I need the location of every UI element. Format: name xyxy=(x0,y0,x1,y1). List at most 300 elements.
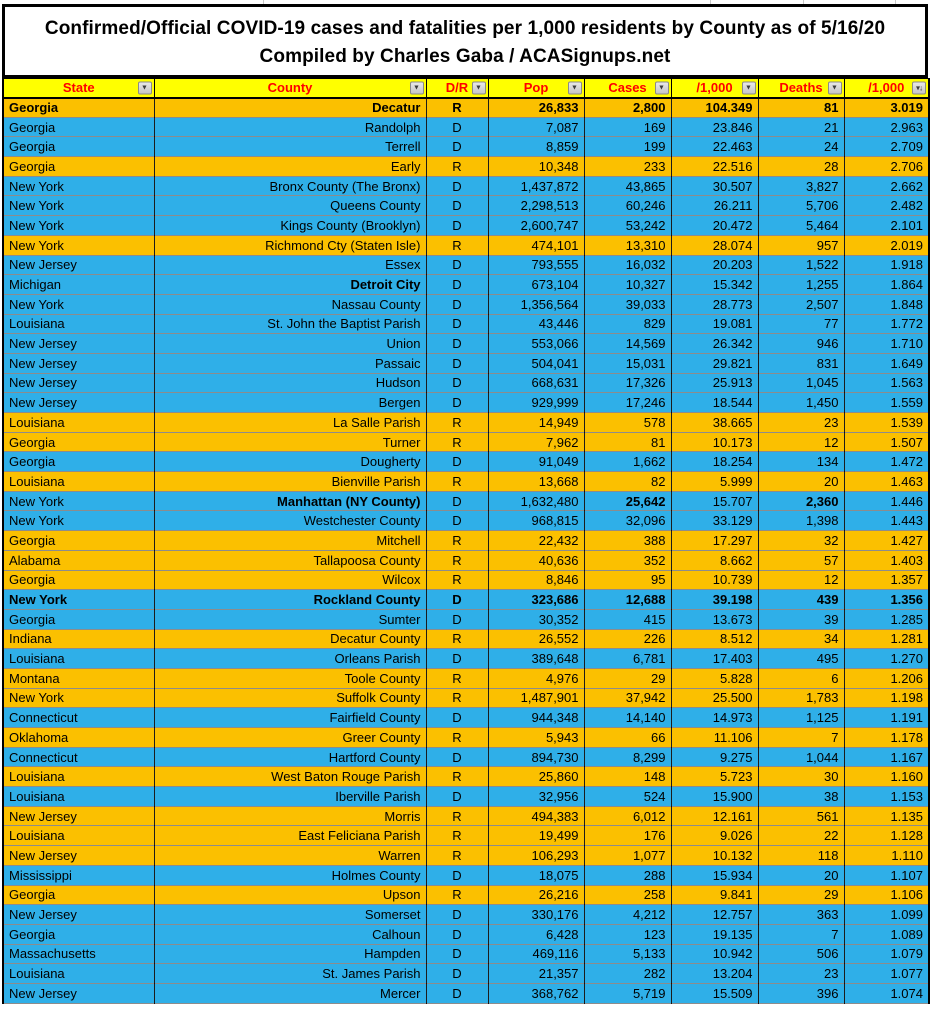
cell-party[interactable]: D xyxy=(426,196,488,216)
cell-deaths-per-1000[interactable]: 1.356 xyxy=(844,590,929,610)
cell-state[interactable]: Georgia xyxy=(3,117,154,137)
cell-cases[interactable]: 829 xyxy=(584,314,671,334)
cell-pop[interactable]: 929,999 xyxy=(488,393,584,413)
cell-state[interactable]: Louisiana xyxy=(3,413,154,433)
cell-cases-per-1000[interactable]: 18.254 xyxy=(671,452,758,472)
cell-cases-per-1000[interactable]: 15.934 xyxy=(671,865,758,885)
cell-deaths-per-1000[interactable]: 2.709 xyxy=(844,137,929,157)
cell-county[interactable]: Essex xyxy=(154,255,426,275)
cell-cases[interactable]: 5,719 xyxy=(584,983,671,1003)
cell-cases-per-1000[interactable]: 17.297 xyxy=(671,531,758,551)
cell-cases-per-1000[interactable]: 26.211 xyxy=(671,196,758,216)
cell-state[interactable]: New York xyxy=(3,688,154,708)
cell-cases-per-1000[interactable]: 19.081 xyxy=(671,314,758,334)
cell-pop[interactable]: 6,428 xyxy=(488,924,584,944)
cell-county[interactable]: Manhattan (NY County) xyxy=(154,491,426,511)
cell-pop[interactable]: 944,348 xyxy=(488,708,584,728)
cell-cases-per-1000[interactable]: 8.662 xyxy=(671,550,758,570)
cell-pop[interactable]: 330,176 xyxy=(488,905,584,925)
cell-pop[interactable]: 323,686 xyxy=(488,590,584,610)
cell-state[interactable]: Mississippi xyxy=(3,865,154,885)
cell-cases[interactable]: 53,242 xyxy=(584,216,671,236)
cell-state[interactable]: New York xyxy=(3,511,154,531)
cell-pop[interactable]: 7,962 xyxy=(488,432,584,452)
cell-pop[interactable]: 4,976 xyxy=(488,668,584,688)
cell-cases-per-1000[interactable]: 17.403 xyxy=(671,649,758,669)
cell-cases[interactable]: 66 xyxy=(584,728,671,748)
cell-cases-per-1000[interactable]: 14.973 xyxy=(671,708,758,728)
cell-cases-per-1000[interactable]: 28.074 xyxy=(671,235,758,255)
cell-party[interactable]: R xyxy=(426,98,488,118)
cell-deaths-per-1000[interactable]: 1.106 xyxy=(844,885,929,905)
cell-pop[interactable]: 26,833 xyxy=(488,98,584,118)
cell-party[interactable]: D xyxy=(426,255,488,275)
cell-county[interactable]: Kings County (Brooklyn) xyxy=(154,216,426,236)
cell-deaths[interactable]: 561 xyxy=(758,806,844,826)
filter-dropdown-icon[interactable]: ▼ xyxy=(138,81,152,94)
cell-party[interactable]: D xyxy=(426,216,488,236)
cell-deaths[interactable]: 20 xyxy=(758,865,844,885)
cell-state[interactable]: Louisiana xyxy=(3,964,154,984)
cell-county[interactable]: Hampden xyxy=(154,944,426,964)
cell-state[interactable]: Georgia xyxy=(3,137,154,157)
cell-cases[interactable]: 60,246 xyxy=(584,196,671,216)
cell-deaths-per-1000[interactable]: 1.107 xyxy=(844,865,929,885)
cell-party[interactable]: R xyxy=(426,432,488,452)
cell-party[interactable]: D xyxy=(426,314,488,334)
cell-deaths-per-1000[interactable]: 1.089 xyxy=(844,924,929,944)
cell-state[interactable]: New York xyxy=(3,590,154,610)
cell-party[interactable]: D xyxy=(426,924,488,944)
cell-state[interactable]: Massachusetts xyxy=(3,944,154,964)
cell-deaths[interactable]: 831 xyxy=(758,353,844,373)
cell-party[interactable]: D xyxy=(426,491,488,511)
cell-state[interactable]: Indiana xyxy=(3,629,154,649)
cell-deaths-per-1000[interactable]: 1.710 xyxy=(844,334,929,354)
cell-state[interactable]: Georgia xyxy=(3,432,154,452)
cell-county[interactable]: West Baton Rouge Parish xyxy=(154,767,426,787)
cell-county[interactable]: Somerset xyxy=(154,905,426,925)
cell-deaths-per-1000[interactable]: 1.128 xyxy=(844,826,929,846)
cell-cases-per-1000[interactable]: 11.106 xyxy=(671,728,758,748)
cell-cases[interactable]: 17,326 xyxy=(584,373,671,393)
cell-deaths-per-1000[interactable]: 1.559 xyxy=(844,393,929,413)
cell-deaths[interactable]: 957 xyxy=(758,235,844,255)
cell-state[interactable]: Oklahoma xyxy=(3,728,154,748)
cell-state[interactable]: New Jersey xyxy=(3,393,154,413)
cell-pop[interactable]: 19,499 xyxy=(488,826,584,846)
cell-cases-per-1000[interactable]: 25.500 xyxy=(671,688,758,708)
cell-party[interactable]: D xyxy=(426,294,488,314)
cell-pop[interactable]: 389,648 xyxy=(488,649,584,669)
cell-state[interactable]: Georgia xyxy=(3,885,154,905)
cell-county[interactable]: Richmond Cty (Staten Isle) xyxy=(154,235,426,255)
cell-state[interactable]: Louisiana xyxy=(3,649,154,669)
cell-party[interactable]: R xyxy=(426,728,488,748)
cell-party[interactable]: R xyxy=(426,157,488,177)
cell-deaths-per-1000[interactable]: 1.285 xyxy=(844,609,929,629)
cell-cases[interactable]: 524 xyxy=(584,787,671,807)
cell-cases[interactable]: 6,012 xyxy=(584,806,671,826)
cell-deaths-per-1000[interactable]: 1.077 xyxy=(844,964,929,984)
cell-pop[interactable]: 2,600,747 xyxy=(488,216,584,236)
cell-cases-per-1000[interactable]: 9.275 xyxy=(671,747,758,767)
cell-county[interactable]: Passaic xyxy=(154,353,426,373)
cell-cases-per-1000[interactable]: 10.132 xyxy=(671,846,758,866)
cell-deaths[interactable]: 81 xyxy=(758,98,844,118)
cell-deaths[interactable]: 5,464 xyxy=(758,216,844,236)
cell-cases[interactable]: 578 xyxy=(584,413,671,433)
cell-pop[interactable]: 26,552 xyxy=(488,629,584,649)
cell-county[interactable]: Bienville Parish xyxy=(154,472,426,492)
cell-pop[interactable]: 106,293 xyxy=(488,846,584,866)
cell-cases[interactable]: 8,299 xyxy=(584,747,671,767)
cell-deaths-per-1000[interactable]: 1.110 xyxy=(844,846,929,866)
cell-party[interactable]: D xyxy=(426,609,488,629)
cell-deaths[interactable]: 2,507 xyxy=(758,294,844,314)
cell-cases-per-1000[interactable]: 9.841 xyxy=(671,885,758,905)
cell-cases-per-1000[interactable]: 5.723 xyxy=(671,767,758,787)
cell-cases-per-1000[interactable]: 26.342 xyxy=(671,334,758,354)
cell-pop[interactable]: 18,075 xyxy=(488,865,584,885)
cell-cases-per-1000[interactable]: 15.900 xyxy=(671,787,758,807)
cell-party[interactable]: R xyxy=(426,629,488,649)
cell-pop[interactable]: 494,383 xyxy=(488,806,584,826)
cell-pop[interactable]: 8,859 xyxy=(488,137,584,157)
cell-state[interactable]: Georgia xyxy=(3,98,154,118)
cell-state[interactable]: Connecticut xyxy=(3,708,154,728)
cell-deaths-per-1000[interactable]: 1.463 xyxy=(844,472,929,492)
cell-deaths[interactable]: 1,255 xyxy=(758,275,844,295)
cell-county[interactable]: Union xyxy=(154,334,426,354)
cell-party[interactable]: D xyxy=(426,787,488,807)
cell-deaths[interactable]: 24 xyxy=(758,137,844,157)
cell-cases[interactable]: 29 xyxy=(584,668,671,688)
cell-party[interactable]: D xyxy=(426,373,488,393)
cell-pop[interactable]: 8,846 xyxy=(488,570,584,590)
sort-descending-icon[interactable]: ▾↓ xyxy=(912,81,926,94)
cell-deaths-per-1000[interactable]: 1.153 xyxy=(844,787,929,807)
cell-party[interactable]: D xyxy=(426,353,488,373)
cell-deaths-per-1000[interactable]: 2.963 xyxy=(844,117,929,137)
cell-deaths-per-1000[interactable]: 1.206 xyxy=(844,668,929,688)
cell-deaths[interactable]: 1,125 xyxy=(758,708,844,728)
cell-pop[interactable]: 469,116 xyxy=(488,944,584,964)
cell-pop[interactable]: 1,632,480 xyxy=(488,491,584,511)
cell-county[interactable]: Morris xyxy=(154,806,426,826)
cell-county[interactable]: Fairfield County xyxy=(154,708,426,728)
filter-dropdown-icon[interactable]: ▼ xyxy=(472,81,486,94)
cell-cases[interactable]: 352 xyxy=(584,550,671,570)
cell-state[interactable]: Louisiana xyxy=(3,787,154,807)
cell-state[interactable]: New Jersey xyxy=(3,353,154,373)
cell-state[interactable]: New Jersey xyxy=(3,373,154,393)
cell-deaths[interactable]: 29 xyxy=(758,885,844,905)
cell-state[interactable]: Georgia xyxy=(3,570,154,590)
cell-deaths-per-1000[interactable]: 1.178 xyxy=(844,728,929,748)
cell-party[interactable]: R xyxy=(426,767,488,787)
cell-deaths[interactable]: 363 xyxy=(758,905,844,925)
cell-pop[interactable]: 1,356,564 xyxy=(488,294,584,314)
cell-county[interactable]: Hartford County xyxy=(154,747,426,767)
cell-cases-per-1000[interactable]: 10.739 xyxy=(671,570,758,590)
cell-deaths-per-1000[interactable]: 1.864 xyxy=(844,275,929,295)
cell-cases[interactable]: 415 xyxy=(584,609,671,629)
cell-party[interactable]: R xyxy=(426,531,488,551)
cell-cases[interactable]: 39,033 xyxy=(584,294,671,314)
cell-county[interactable]: Holmes County xyxy=(154,865,426,885)
filter-dropdown-icon[interactable]: ▼ xyxy=(568,81,582,94)
cell-deaths-per-1000[interactable]: 1.281 xyxy=(844,629,929,649)
cell-pop[interactable]: 91,049 xyxy=(488,452,584,472)
cell-cases-per-1000[interactable]: 39.198 xyxy=(671,590,758,610)
cell-party[interactable]: R xyxy=(426,885,488,905)
cell-cases-per-1000[interactable]: 8.512 xyxy=(671,629,758,649)
cell-deaths[interactable]: 12 xyxy=(758,570,844,590)
filter-dropdown-icon[interactable]: ▼ xyxy=(655,81,669,94)
cell-county[interactable]: East Feliciana Parish xyxy=(154,826,426,846)
cell-state[interactable]: Michigan xyxy=(3,275,154,295)
cell-cases[interactable]: 1,077 xyxy=(584,846,671,866)
cell-party[interactable]: D xyxy=(426,964,488,984)
cell-deaths[interactable]: 38 xyxy=(758,787,844,807)
cell-deaths[interactable]: 77 xyxy=(758,314,844,334)
cell-deaths-per-1000[interactable]: 1.472 xyxy=(844,452,929,472)
cell-deaths[interactable]: 20 xyxy=(758,472,844,492)
cell-deaths[interactable]: 34 xyxy=(758,629,844,649)
cell-cases-per-1000[interactable]: 18.544 xyxy=(671,393,758,413)
cell-county[interactable]: St. John the Baptist Parish xyxy=(154,314,426,334)
cell-cases-per-1000[interactable]: 5.828 xyxy=(671,668,758,688)
cell-county[interactable]: Rockland County xyxy=(154,590,426,610)
cell-cases[interactable]: 14,569 xyxy=(584,334,671,354)
cell-cases-per-1000[interactable]: 28.773 xyxy=(671,294,758,314)
cell-cases[interactable]: 123 xyxy=(584,924,671,944)
cell-pop[interactable]: 32,956 xyxy=(488,787,584,807)
cell-deaths[interactable]: 6 xyxy=(758,668,844,688)
cell-cases[interactable]: 32,096 xyxy=(584,511,671,531)
cell-deaths-per-1000[interactable]: 1.135 xyxy=(844,806,929,826)
cell-cases-per-1000[interactable]: 33.129 xyxy=(671,511,758,531)
cell-deaths[interactable]: 7 xyxy=(758,924,844,944)
cell-pop[interactable]: 30,352 xyxy=(488,609,584,629)
cell-deaths-per-1000[interactable]: 1.403 xyxy=(844,550,929,570)
cell-state[interactable]: Louisiana xyxy=(3,767,154,787)
cell-deaths[interactable]: 23 xyxy=(758,964,844,984)
cell-state[interactable]: New Jersey xyxy=(3,806,154,826)
cell-state[interactable]: New York xyxy=(3,196,154,216)
cell-party[interactable]: R xyxy=(426,550,488,570)
cell-cases[interactable]: 25,642 xyxy=(584,491,671,511)
cell-pop[interactable]: 668,631 xyxy=(488,373,584,393)
cell-cases[interactable]: 388 xyxy=(584,531,671,551)
cell-party[interactable]: D xyxy=(426,137,488,157)
cell-deaths-per-1000[interactable]: 2.662 xyxy=(844,176,929,196)
cell-cases[interactable]: 12,688 xyxy=(584,590,671,610)
cell-cases-per-1000[interactable]: 30.507 xyxy=(671,176,758,196)
cell-deaths[interactable]: 1,045 xyxy=(758,373,844,393)
cell-deaths-per-1000[interactable]: 1.918 xyxy=(844,255,929,275)
cell-pop[interactable]: 1,487,901 xyxy=(488,688,584,708)
cell-state[interactable]: New Jersey xyxy=(3,846,154,866)
cell-county[interactable]: Early xyxy=(154,157,426,177)
cell-county[interactable]: Randolph xyxy=(154,117,426,137)
cell-county[interactable]: La Salle Parish xyxy=(154,413,426,433)
cell-cases[interactable]: 4,212 xyxy=(584,905,671,925)
cell-deaths[interactable]: 495 xyxy=(758,649,844,669)
cell-state[interactable]: New York xyxy=(3,216,154,236)
cell-county[interactable]: Iberville Parish xyxy=(154,787,426,807)
cell-state[interactable]: Louisiana xyxy=(3,314,154,334)
cell-pop[interactable]: 1,437,872 xyxy=(488,176,584,196)
cell-party[interactable]: R xyxy=(426,472,488,492)
cell-party[interactable]: D xyxy=(426,944,488,964)
cell-party[interactable]: D xyxy=(426,176,488,196)
cell-state[interactable]: New York xyxy=(3,235,154,255)
cell-deaths[interactable]: 1,450 xyxy=(758,393,844,413)
cell-deaths[interactable]: 118 xyxy=(758,846,844,866)
cell-cases[interactable]: 282 xyxy=(584,964,671,984)
cell-cases-per-1000[interactable]: 9.026 xyxy=(671,826,758,846)
cell-cases[interactable]: 2,800 xyxy=(584,98,671,118)
cell-pop[interactable]: 26,216 xyxy=(488,885,584,905)
cell-deaths-per-1000[interactable]: 1.772 xyxy=(844,314,929,334)
cell-county[interactable]: Upson xyxy=(154,885,426,905)
cell-state[interactable]: Connecticut xyxy=(3,747,154,767)
cell-cases[interactable]: 95 xyxy=(584,570,671,590)
cell-county[interactable]: Wilcox xyxy=(154,570,426,590)
cell-deaths-per-1000[interactable]: 1.446 xyxy=(844,491,929,511)
cell-state[interactable]: Georgia xyxy=(3,452,154,472)
cell-state[interactable]: Georgia xyxy=(3,924,154,944)
cell-county[interactable]: Terrell xyxy=(154,137,426,157)
cell-state[interactable]: Louisiana xyxy=(3,472,154,492)
cell-cases-per-1000[interactable]: 20.203 xyxy=(671,255,758,275)
cell-cases[interactable]: 10,327 xyxy=(584,275,671,295)
cell-cases-per-1000[interactable]: 29.821 xyxy=(671,353,758,373)
cell-pop[interactable]: 2,298,513 xyxy=(488,196,584,216)
cell-party[interactable]: D xyxy=(426,865,488,885)
cell-state[interactable]: New Jersey xyxy=(3,983,154,1003)
cell-party[interactable]: D xyxy=(426,452,488,472)
cell-deaths-per-1000[interactable]: 1.167 xyxy=(844,747,929,767)
cell-party[interactable]: R xyxy=(426,570,488,590)
cell-cases[interactable]: 16,032 xyxy=(584,255,671,275)
cell-cases[interactable]: 82 xyxy=(584,472,671,492)
cell-pop[interactable]: 894,730 xyxy=(488,747,584,767)
cell-party[interactable]: R xyxy=(426,826,488,846)
cell-cases[interactable]: 176 xyxy=(584,826,671,846)
cell-pop[interactable]: 673,104 xyxy=(488,275,584,295)
cell-deaths-per-1000[interactable]: 1.539 xyxy=(844,413,929,433)
filter-dropdown-icon[interactable]: ▼ xyxy=(410,81,424,94)
cell-cases[interactable]: 6,781 xyxy=(584,649,671,669)
cell-party[interactable]: D xyxy=(426,708,488,728)
cell-cases-per-1000[interactable]: 23.846 xyxy=(671,117,758,137)
cell-party[interactable]: R xyxy=(426,413,488,433)
cell-state[interactable]: Alabama xyxy=(3,550,154,570)
cell-cases-per-1000[interactable]: 12.161 xyxy=(671,806,758,826)
cell-deaths-per-1000[interactable]: 1.649 xyxy=(844,353,929,373)
cell-county[interactable]: Calhoun xyxy=(154,924,426,944)
cell-deaths[interactable]: 396 xyxy=(758,983,844,1003)
cell-cases-per-1000[interactable]: 13.673 xyxy=(671,609,758,629)
cell-cases-per-1000[interactable]: 38.665 xyxy=(671,413,758,433)
cell-cases-per-1000[interactable]: 15.707 xyxy=(671,491,758,511)
cell-cases[interactable]: 1,662 xyxy=(584,452,671,472)
cell-state[interactable]: Georgia xyxy=(3,157,154,177)
cell-party[interactable]: D xyxy=(426,590,488,610)
cell-county[interactable]: Decatur xyxy=(154,98,426,118)
cell-deaths-per-1000[interactable]: 1.099 xyxy=(844,905,929,925)
cell-state[interactable]: New York xyxy=(3,294,154,314)
cell-pop[interactable]: 40,636 xyxy=(488,550,584,570)
cell-deaths-per-1000[interactable]: 1.427 xyxy=(844,531,929,551)
cell-county[interactable]: Bergen xyxy=(154,393,426,413)
cell-state[interactable]: New Jersey xyxy=(3,255,154,275)
cell-deaths[interactable]: 32 xyxy=(758,531,844,551)
cell-county[interactable]: Queens County xyxy=(154,196,426,216)
cell-pop[interactable]: 968,815 xyxy=(488,511,584,531)
cell-county[interactable]: Suffolk County xyxy=(154,688,426,708)
cell-cases[interactable]: 17,246 xyxy=(584,393,671,413)
cell-deaths[interactable]: 439 xyxy=(758,590,844,610)
filter-dropdown-icon[interactable]: ▼ xyxy=(742,81,756,94)
cell-county[interactable]: St. James Parish xyxy=(154,964,426,984)
cell-pop[interactable]: 7,087 xyxy=(488,117,584,137)
cell-deaths[interactable]: 1,398 xyxy=(758,511,844,531)
cell-deaths[interactable]: 946 xyxy=(758,334,844,354)
cell-party[interactable]: D xyxy=(426,511,488,531)
cell-cases[interactable]: 15,031 xyxy=(584,353,671,373)
cell-county[interactable]: Mercer xyxy=(154,983,426,1003)
cell-deaths-per-1000[interactable]: 2.101 xyxy=(844,216,929,236)
cell-deaths-per-1000[interactable]: 1.357 xyxy=(844,570,929,590)
cell-state[interactable]: New York xyxy=(3,491,154,511)
cell-pop[interactable]: 504,041 xyxy=(488,353,584,373)
cell-pop[interactable]: 14,949 xyxy=(488,413,584,433)
filter-dropdown-icon[interactable]: ▼ xyxy=(828,81,842,94)
cell-party[interactable]: R xyxy=(426,688,488,708)
cell-deaths[interactable]: 30 xyxy=(758,767,844,787)
cell-deaths[interactable]: 39 xyxy=(758,609,844,629)
cell-cases-per-1000[interactable]: 12.757 xyxy=(671,905,758,925)
cell-party[interactable]: D xyxy=(426,275,488,295)
cell-party[interactable]: D xyxy=(426,983,488,1003)
cell-county[interactable]: Decatur County xyxy=(154,629,426,649)
cell-pop[interactable]: 21,357 xyxy=(488,964,584,984)
cell-cases[interactable]: 226 xyxy=(584,629,671,649)
cell-cases-per-1000[interactable]: 10.942 xyxy=(671,944,758,964)
cell-deaths[interactable]: 57 xyxy=(758,550,844,570)
cell-deaths[interactable]: 1,522 xyxy=(758,255,844,275)
cell-deaths-per-1000[interactable]: 2.482 xyxy=(844,196,929,216)
cell-party[interactable]: D xyxy=(426,334,488,354)
cell-county[interactable]: Mitchell xyxy=(154,531,426,551)
cell-party[interactable]: D xyxy=(426,747,488,767)
cell-deaths[interactable]: 2,360 xyxy=(758,491,844,511)
cell-deaths-per-1000[interactable]: 1.160 xyxy=(844,767,929,787)
cell-deaths[interactable]: 134 xyxy=(758,452,844,472)
cell-county[interactable]: Turner xyxy=(154,432,426,452)
cell-party[interactable]: R xyxy=(426,235,488,255)
cell-cases[interactable]: 81 xyxy=(584,432,671,452)
cell-county[interactable]: Toole County xyxy=(154,668,426,688)
cell-state[interactable]: Georgia xyxy=(3,531,154,551)
cell-deaths-per-1000[interactable]: 1.443 xyxy=(844,511,929,531)
cell-deaths[interactable]: 5,706 xyxy=(758,196,844,216)
cell-cases[interactable]: 13,310 xyxy=(584,235,671,255)
